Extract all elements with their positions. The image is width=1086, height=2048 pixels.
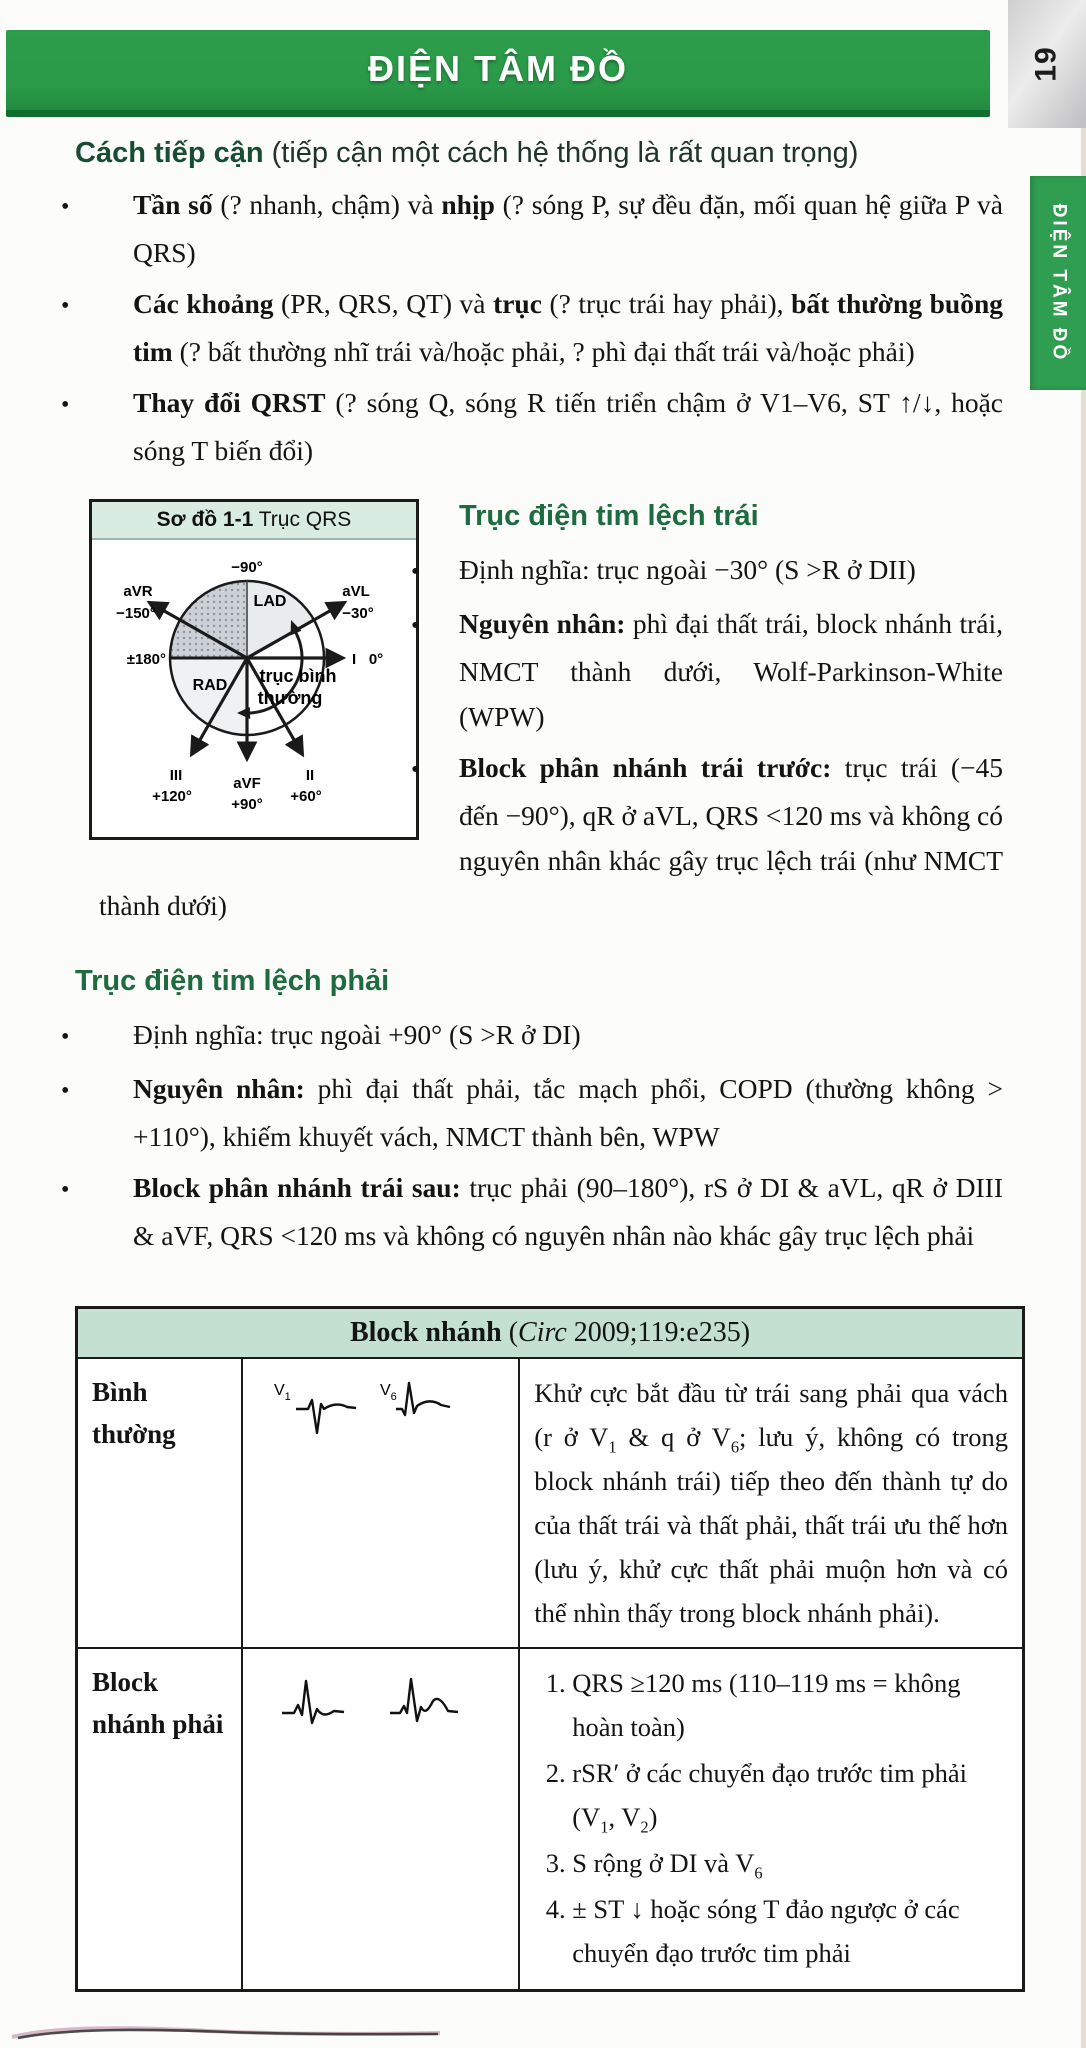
row-description <box>519 1648 1023 1991</box>
left-axis-bullet: • Nguyên nhân: phì đại thất trái, block nhánh trái, NMCT thành dưới, Wolf-Parkinson-White (WPW) <box>75 601 1003 739</box>
svg-text:V6: $V_6$ <box>379 1382 397 1403</box>
rbbb-criterion: 3. S rộng ở DI và $V_6$ <box>572 1841 1008 1885</box>
avf-deg-label: +90° <box>231 796 263 813</box>
approach-heading-note: (tiếp cận một cách hệ thống là rất quan trọng) <box>263 137 859 169</box>
v6-qr-wave <box>396 1383 450 1415</box>
deg-minus90-label: −90° <box>231 559 263 576</box>
lead-iii-label: III <box>169 767 183 784</box>
table-row <box>77 1648 1024 1991</box>
chapter-side-tab-label: ĐIỆN TÂM ĐỒ <box>1048 203 1070 363</box>
rbbb-criterion: 1. QRS ≥120 ms (110–119 ms = không hoàn toàn) <box>572 1661 1008 1749</box>
lead-i-label: I <box>352 651 357 668</box>
table-title: Block nhánh (Circ 2009;119:e235) <box>77 1308 1024 1359</box>
right-axis-bullet: • Định nghĩa: trục ngoài +90° (S >R ở DI) <box>75 1012 1003 1060</box>
right-axis-section <box>75 960 1003 1258</box>
ecg-wave-rbbb <box>270 1661 492 1751</box>
page-curl-artifact <box>8 2022 448 2042</box>
diagram-number: Sơ đồ 1-1 <box>156 508 254 531</box>
qrs-axis-diagram <box>89 499 419 840</box>
page-number: 19 <box>1030 46 1063 82</box>
lead-ii-label: II <box>305 767 315 784</box>
approach-heading: Cách tiếp cận <box>75 137 264 169</box>
deg-180-label: ±180° <box>126 651 166 668</box>
normal-ecg-waveforms <box>242 1358 519 1648</box>
chapter-title: ĐIỆN TÂM ĐỒ <box>368 48 628 89</box>
avl-deg-label: −30° <box>342 605 374 622</box>
row-description: Khử cực bắt đầu từ trái sang phải qua vách (r ở $V_1$ & q ở $V_6$; lưu ý, không có trong block nhánh trái) tiếp theo đến thành tự do của thất trái và thất phải, thất trái ưu thế hơn (lưu ý, khử cực thất phải muộn hơn và có thể nhìn thấy trong block nhánh phải). <box>519 1358 1023 1648</box>
approach-bullet: • Thay đổi QRST (? sóng Q, sóng R tiến triển chậm ở V1–V6, ST ↑/↓, hoặc sóng T biến đổi) <box>75 380 1003 473</box>
approach-bullet: • Tần số (? nhanh, chậm) và nhịp (? sóng P, sự đều đặn, mối quan hệ giữa P và QRS) <box>75 182 1003 275</box>
axis-section <box>75 495 1003 934</box>
right-axis-heading: Trục điện tim lệch phải <box>75 965 390 997</box>
rbbb-criterion: 2. rSR′ ở các chuyển đạo trước tim phải ($V_1$, $V_2$) <box>572 1751 1008 1839</box>
avr-label: aVR <box>123 583 153 600</box>
table-row <box>77 1358 1024 1648</box>
avr-deg-label: −150° <box>116 605 156 622</box>
rad-label: RAD <box>192 677 228 694</box>
approach-bullet: • Các khoảng (PR, QRS, QT) và trục (? trục trái hay phải), bất thường buồng tim (? bất thường nhĩ trái và/hoặc phải, ? phì đại thất trái và/hoặc phải) <box>75 281 1003 374</box>
normal-axis-label-1: trục bình <box>259 666 337 686</box>
left-axis-heading: Trục điện tim lệch trái <box>459 500 759 532</box>
right-axis-bullet: • Block phân nhánh trái sau: trục phải (90–180°), rS ở DI & aVL, qR ở DIII & aVF, QRS <120 ms và không có nguyên nhân nào khác gây trục lệch phải <box>75 1165 1003 1258</box>
row-label: Bình thường <box>77 1358 242 1648</box>
rbbb-criterion: 4. ± ST ↓ hoặc sóng T đảo ngược ở các chuyển đạo trước tim phải <box>572 1887 1008 1975</box>
lad-label: LAD <box>253 593 287 610</box>
row-label: Block nhánh phải <box>77 1648 242 1991</box>
page-number-tab <box>1008 0 1086 128</box>
left-axis-bullet: • Block phân nhánh trái trước: trục trái (−45 đến −90°), qR ở aVL, QRS <120 ms và không có nguyên nhân khác gây trục lệch trái (như NMCT thành dưới) <box>75 745 1003 928</box>
ecg-wave-v1-v6 <box>270 1371 492 1457</box>
v1-rs-wave <box>296 1400 356 1433</box>
rbbb-criteria-list <box>534 1661 1008 1975</box>
chapter-banner <box>6 30 990 117</box>
left-axis-bullet: • Định nghĩa: trục ngoài −30° (S >R ở DII) <box>75 547 1003 595</box>
lead-iii-deg-label: +120° <box>152 788 192 805</box>
diagram-subject: Trục QRS <box>253 508 352 531</box>
page-content <box>75 132 1008 1992</box>
approach-heading-line <box>75 132 1003 174</box>
rbbb-wave-2 <box>390 1679 458 1721</box>
chapter-side-tab <box>1030 176 1086 390</box>
svg-text:V1: $V_1$ <box>273 1382 291 1403</box>
diagram-title <box>92 502 416 540</box>
rbbb-ecg-waveforms <box>242 1648 519 1991</box>
avf-label: aVF <box>233 775 261 792</box>
hexaxial-axis-figure <box>92 540 416 832</box>
normal-axis-label-2: thường <box>257 688 323 708</box>
avl-label: aVL <box>342 583 370 600</box>
lead-i-deg-label: 0° <box>368 651 384 668</box>
bundle-branch-table <box>75 1306 1025 1992</box>
rbbb-wave-1 <box>282 1681 344 1723</box>
lead-ii-deg-label: +60° <box>290 788 322 805</box>
right-axis-bullet: • Nguyên nhân: phì đại thất phải, tắc mạch phổi, COPD (thường không > +110°), khiếm khuyết vách, NMCT thành bên, WPW <box>75 1066 1003 1159</box>
